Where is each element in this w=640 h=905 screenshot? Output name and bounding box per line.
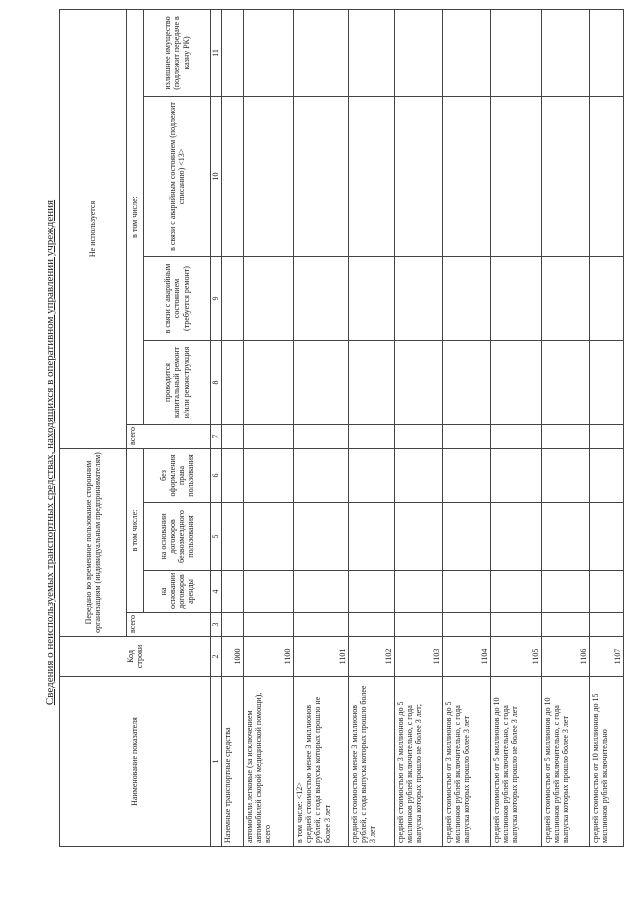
vehicles-table	[59, 9, 624, 847]
empty-cell	[349, 97, 395, 257]
row-name: средней стоимостью от 3 миллионов до 5 миллионов рублей включительно, с года выпуска которых прошло не более 3 лет;	[395, 677, 443, 847]
empty-cell	[590, 613, 624, 637]
row-code: 1103	[395, 637, 443, 677]
header-not-used: Не используется	[60, 9, 127, 448]
empty-cell	[491, 257, 542, 341]
column-number: 10	[211, 97, 222, 257]
empty-cell	[491, 341, 542, 425]
empty-cell	[542, 97, 590, 257]
table-row	[222, 9, 244, 846]
column-number: 7	[211, 425, 222, 449]
empty-cell	[542, 503, 590, 571]
empty-cell	[590, 341, 624, 425]
table-row	[542, 9, 590, 846]
row-code: 1106	[542, 637, 590, 677]
empty-cell	[542, 613, 590, 637]
column-number: 3	[211, 613, 222, 637]
header-capital-repair: проводится капитальный ремонт и/или реконструкция	[144, 341, 211, 425]
empty-cell	[244, 503, 294, 571]
row-name: средней стоимостью менее 3 миллионов рублей, с года выпуска которых прошло более 3 лет	[349, 677, 395, 847]
table-row	[443, 9, 491, 846]
empty-cell	[294, 97, 349, 257]
empty-cell	[244, 571, 294, 613]
empty-cell	[443, 341, 491, 425]
column-number: 5	[211, 503, 222, 571]
header-lease: на основании договоров аренды	[144, 571, 211, 613]
column-number: 4	[211, 571, 222, 613]
empty-cell	[349, 449, 395, 503]
empty-cell	[443, 425, 491, 449]
empty-cell	[244, 9, 294, 96]
empty-cell	[443, 257, 491, 341]
table-row	[491, 9, 542, 846]
column-number: 1	[211, 677, 222, 847]
empty-cell	[349, 503, 395, 571]
empty-cell	[222, 503, 244, 571]
empty-cell	[222, 97, 244, 257]
header-transferred-total: всего	[127, 613, 211, 637]
empty-cell	[244, 341, 294, 425]
header-no-formalization: без оформления права пользования	[144, 449, 211, 503]
empty-cell	[443, 613, 491, 637]
header-free-use: на основании договоров безвозмездного пользования	[144, 503, 211, 571]
empty-cell	[590, 257, 624, 341]
empty-cell	[491, 613, 542, 637]
empty-cell	[395, 341, 443, 425]
empty-cell	[294, 9, 349, 96]
empty-cell	[491, 97, 542, 257]
empty-cell	[395, 449, 443, 503]
empty-cell	[349, 341, 395, 425]
header-emergency-repair: в связи с аварийным состоянием (требуется ремонт)	[144, 257, 211, 341]
row-code: 1105	[491, 637, 542, 677]
empty-cell	[222, 449, 244, 503]
empty-cell	[222, 341, 244, 425]
empty-cell	[491, 425, 542, 449]
table-row	[395, 9, 443, 846]
empty-cell	[542, 425, 590, 449]
empty-cell	[294, 503, 349, 571]
column-number: 6	[211, 449, 222, 503]
empty-cell	[222, 9, 244, 96]
empty-cell	[590, 503, 624, 571]
row-name: средней стоимостью от 3 миллионов до 5 миллионов рублей включительно, с года выпуска которых прошло более 3 лет	[443, 677, 491, 847]
empty-cell	[590, 425, 624, 449]
empty-cell	[491, 503, 542, 571]
empty-cell	[590, 571, 624, 613]
empty-cell	[395, 257, 443, 341]
empty-cell	[222, 257, 244, 341]
empty-cell	[349, 9, 395, 96]
header-surplus: излишнее имущество (подлежит передаче в казну РК)	[144, 9, 211, 96]
empty-cell	[244, 257, 294, 341]
empty-cell	[542, 9, 590, 96]
empty-cell	[222, 425, 244, 449]
empty-cell	[443, 97, 491, 257]
column-numbers-row	[211, 9, 222, 846]
empty-cell	[294, 341, 349, 425]
column-number: 11	[211, 9, 222, 96]
empty-cell	[294, 257, 349, 341]
empty-cell	[294, 571, 349, 613]
row-code: 1100	[244, 637, 294, 677]
header-code: Код строки	[60, 637, 211, 677]
row-code: 1104	[443, 637, 491, 677]
empty-cell	[244, 449, 294, 503]
empty-cell	[395, 571, 443, 613]
row-code: 1102	[349, 637, 395, 677]
empty-cell	[395, 503, 443, 571]
empty-cell	[222, 571, 244, 613]
row-name: средней стоимостью от 5 миллионов до 10 миллионов рублей включительно, с года выпуска которых прошло не более 3 лет	[491, 677, 542, 847]
empty-cell	[244, 97, 294, 257]
empty-cell	[542, 571, 590, 613]
empty-cell	[395, 9, 443, 96]
row-code: 1101	[294, 637, 349, 677]
empty-cell	[294, 425, 349, 449]
empty-cell	[542, 257, 590, 341]
table-row	[590, 9, 624, 846]
empty-cell	[395, 97, 443, 257]
column-number: 9	[211, 257, 222, 341]
column-number: 2	[211, 637, 222, 677]
table-row	[294, 9, 349, 846]
empty-cell	[244, 425, 294, 449]
empty-cell	[222, 613, 244, 637]
empty-cell	[590, 9, 624, 96]
row-name: средней стоимостью от 10 миллионов до 15 миллионов рублей включительно	[590, 677, 624, 847]
empty-cell	[294, 613, 349, 637]
header-emergency-writeoff: в связи с аварийным состоянием (подлежит списанию) <13>	[144, 97, 211, 257]
empty-cell	[349, 571, 395, 613]
table-row	[244, 9, 294, 846]
row-name: средней стоимостью от 5 миллионов до 10 миллионов рублей включительно, с года выпуска которых прошло более 3 лет	[542, 677, 590, 847]
empty-cell	[491, 571, 542, 613]
header-name: Наименование показателя	[60, 677, 211, 847]
row-name: автомобили легковые (за исключением автомобилей скорой медицинской помощи), всего	[244, 677, 294, 847]
row-name: в том числе: <12> средней стоимостью менее 3 миллионов рублей, с года выпуска которых прошло не более 3 лет	[294, 677, 349, 847]
empty-cell	[443, 571, 491, 613]
empty-cell	[443, 449, 491, 503]
empty-cell	[443, 9, 491, 96]
empty-cell	[395, 613, 443, 637]
row-code: 1000	[222, 637, 244, 677]
header-transferred-including: в том числе:	[127, 449, 144, 613]
empty-cell	[590, 449, 624, 503]
empty-cell	[395, 425, 443, 449]
empty-cell	[349, 425, 395, 449]
row-code: 1107	[590, 637, 624, 677]
empty-cell	[349, 257, 395, 341]
empty-cell	[244, 613, 294, 637]
empty-cell	[349, 613, 395, 637]
page-title: Сведения о неиспользуемых транспортных средствах, находящихся в оперативном управлении учреждения	[44, 199, 56, 706]
header-not-used-total: всего	[127, 425, 211, 449]
empty-cell	[294, 449, 349, 503]
header-transferred: Передано во временное пользование сторонним организациям (индивидуальным предпринимателям)	[60, 449, 127, 637]
table-row	[349, 9, 395, 846]
empty-cell	[590, 97, 624, 257]
empty-cell	[542, 341, 590, 425]
empty-cell	[491, 9, 542, 96]
header-not-used-including: в том числе:	[127, 9, 144, 424]
empty-cell	[443, 503, 491, 571]
row-name: Наземные транспортные средства	[222, 677, 244, 847]
empty-cell	[491, 449, 542, 503]
column-number: 8	[211, 341, 222, 425]
empty-cell	[542, 449, 590, 503]
